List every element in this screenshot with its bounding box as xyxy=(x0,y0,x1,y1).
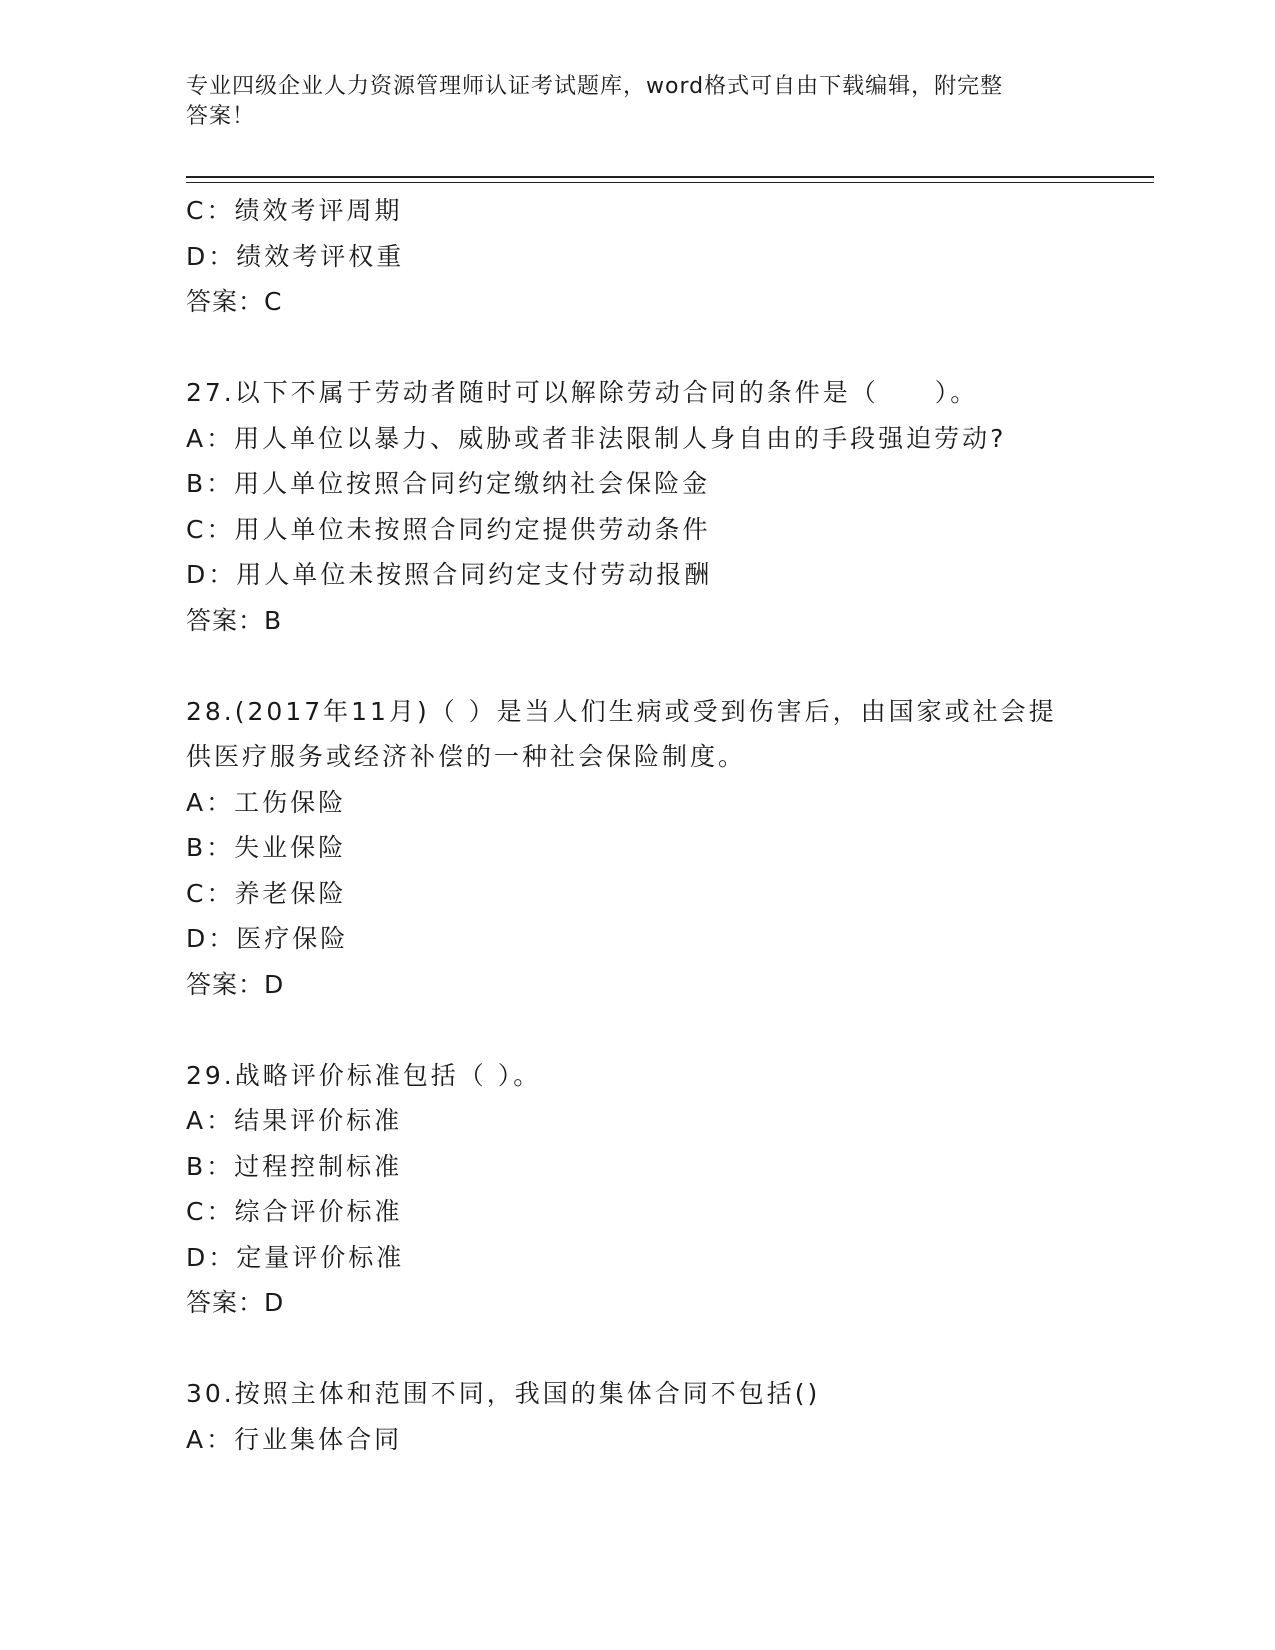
spacer xyxy=(186,1007,1086,1053)
q29-option-b: B：过程控制标准 xyxy=(186,1151,403,1181)
q29-option-a: A：结果评价标准 xyxy=(186,1106,403,1135)
question-27 xyxy=(186,370,1086,643)
q28-option-b: B：失业保险 xyxy=(186,833,347,862)
header-title-line-2: 答案！ xyxy=(186,104,256,129)
q27-question: 27.以下不属于劳动者随时可以解除劳动合同的条件是（ ）。 xyxy=(186,378,979,407)
spacer xyxy=(186,1326,1086,1372)
spacer xyxy=(186,643,1086,689)
question-30 xyxy=(186,1371,1086,1462)
q28-answer: 答案：D xyxy=(186,969,285,999)
q26-option-c: C：绩效考评周期 xyxy=(186,196,403,225)
q29-option-c: C：综合评价标准 xyxy=(186,1197,403,1226)
q29-option-d: D：定量评价标准 xyxy=(186,1242,405,1272)
q28-question-line-2: 供医疗服务或经济补偿的一种社会保险制度。 xyxy=(186,742,747,771)
spacer xyxy=(186,325,1086,371)
q28-question-line-1: 28.(2017年11月)（ ）是当人们生病或受到伤害后，由国家或社会提 xyxy=(186,696,1057,726)
question-list xyxy=(186,188,1086,1462)
q26-answer: 答案：C xyxy=(186,287,283,316)
header-divider-thin xyxy=(186,182,1154,183)
q27-option-a: A：用人单位以暴力、威胁或者非法限制人身自由的手段强迫劳动? xyxy=(186,423,1007,453)
q26-option-d: D：绩效考评权重 xyxy=(186,241,405,271)
q27-option-c: C：用人单位未按照合同约定提供劳动条件 xyxy=(186,514,711,544)
q29-question: 29.战略评价标准包括（ ）。 xyxy=(186,1060,542,1090)
header-title-line-1: 专业四级企业人力资源管理师认证考试题库，word格式可自由下载编辑，附完整 xyxy=(186,74,1004,99)
q28-option-a: A：工伤保险 xyxy=(186,787,347,817)
question-28 xyxy=(186,689,1086,1008)
q28-option-d: D：医疗保险 xyxy=(186,924,349,953)
q27-option-d: D：用人单位未按照合同约定支付劳动报酬 xyxy=(186,560,713,589)
q27-answer: 答案：B xyxy=(186,605,283,635)
q30-option-a: A：行业集体合同 xyxy=(186,1424,403,1454)
question-26 xyxy=(186,188,1086,325)
question-29 xyxy=(186,1053,1086,1326)
page-header xyxy=(186,72,1086,132)
q27-option-b: B：用人单位按照合同约定缴纳社会保险金 xyxy=(186,469,711,498)
q29-answer: 答案：D xyxy=(186,1288,285,1317)
q28-option-c: C：养老保险 xyxy=(186,878,347,908)
q30-question: 30.按照主体和范围不同，我国的集体合同不包括() xyxy=(186,1379,821,1408)
header-divider-thick xyxy=(186,176,1154,178)
